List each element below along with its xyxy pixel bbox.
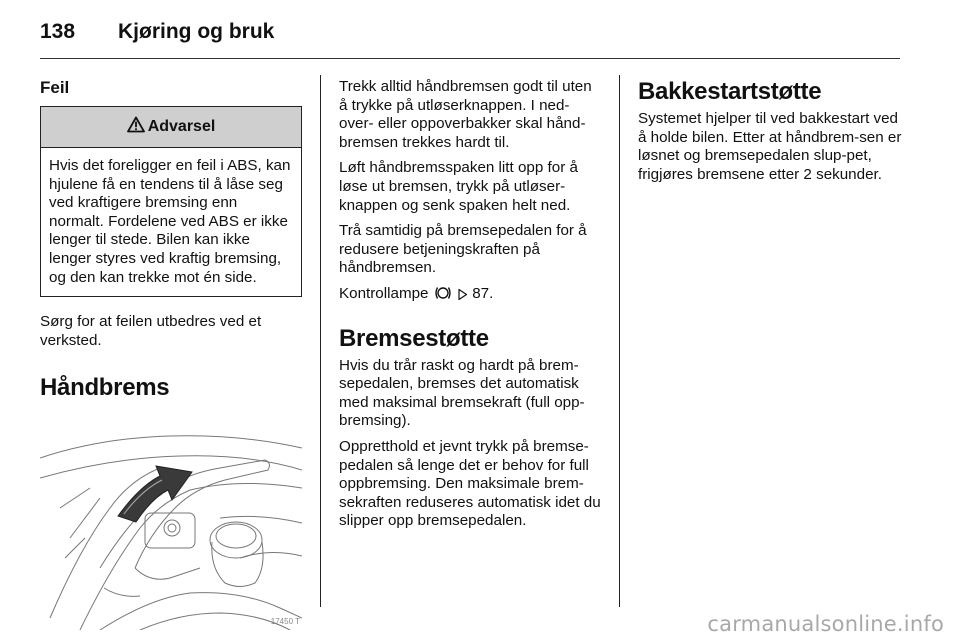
warning-text: Hvis det foreligger en feil i ABS, kan hjulene få en tendens til å låse seg ved kraftigere bremsing enn normalt. Fordelene ved ABS er ikke lenger til stede. Bilen kan ikke lenger styres ved kraftig bremsing, og den kan trekke mot én side. bbox=[49, 157, 291, 286]
illustration-code: 17450 T bbox=[270, 617, 300, 627]
section-heading-bakkestartstotte: Bakkestartstøtte bbox=[638, 78, 822, 105]
handbrake-illustration bbox=[40, 418, 302, 630]
page-reference: 87. bbox=[472, 284, 494, 302]
page-number: 138 bbox=[40, 20, 76, 43]
column-2 bbox=[339, 78, 603, 531]
paragraph: Oppretthold et jevnt trykk på bremse-pedalen så lenge det er behov for full oppbremsing. Den maksimale brem-sekraften reduseres automatisk idet du slipper opp bremsepedalen. bbox=[339, 437, 601, 530]
paragraph: Trekk alltid håndbremsen godt til uten å trykke på utløserknappen. I ned-over- eller oppoverbakker skal hånd-bremsen trekkes hardt til. bbox=[339, 78, 592, 151]
brake-warning-lamp-icon bbox=[433, 285, 453, 307]
control-lamp-line bbox=[339, 285, 603, 307]
warning-title: Advarsel bbox=[147, 118, 216, 135]
watermark: carmanualsonline.info bbox=[707, 612, 944, 636]
column-divider bbox=[320, 75, 321, 607]
warning-box bbox=[40, 106, 302, 297]
paragraph: Hvis du trår raskt og hardt på brem-sepedalen, bremses det automatisk med maksimal bremsekraft (full opp-bremsing). bbox=[339, 356, 585, 430]
paragraph: Trå samtidig på bremsepedalen for å redusere betjeningskraften på håndbremsen. bbox=[339, 222, 587, 277]
paragraph: Systemet hjelper til ved bakkestart ved å holde bilen. Etter at håndbrem-sen er løsnet og bremsepedalen slup-pet, frigjøres bremsene etter 2 sekunder. bbox=[638, 110, 902, 183]
page-reference-arrow-icon bbox=[457, 288, 468, 307]
column-1 bbox=[40, 78, 302, 630]
column-divider bbox=[619, 75, 620, 607]
column-3 bbox=[638, 78, 902, 184]
control-lamp-label: Kontrollampe bbox=[339, 284, 429, 302]
warning-header bbox=[41, 107, 301, 148]
warning-triangle-icon bbox=[127, 116, 145, 138]
paragraph: Sørg for at feilen utbedres ved et verksted. bbox=[40, 313, 262, 349]
section-heading-bremsestotte: Bremsestøtte bbox=[339, 324, 489, 352]
chapter-title: Kjøring og bruk bbox=[118, 20, 275, 43]
section-heading-handbrems: Håndbrems bbox=[40, 374, 170, 402]
paragraph: Løft håndbremsspaken litt opp for å løse ut bremsen, trykk på utløser-knappen og senk spaken helt ned. bbox=[339, 159, 578, 214]
warning-body bbox=[41, 148, 301, 296]
page-header bbox=[40, 18, 900, 59]
section-heading-feil: Feil bbox=[40, 78, 70, 97]
